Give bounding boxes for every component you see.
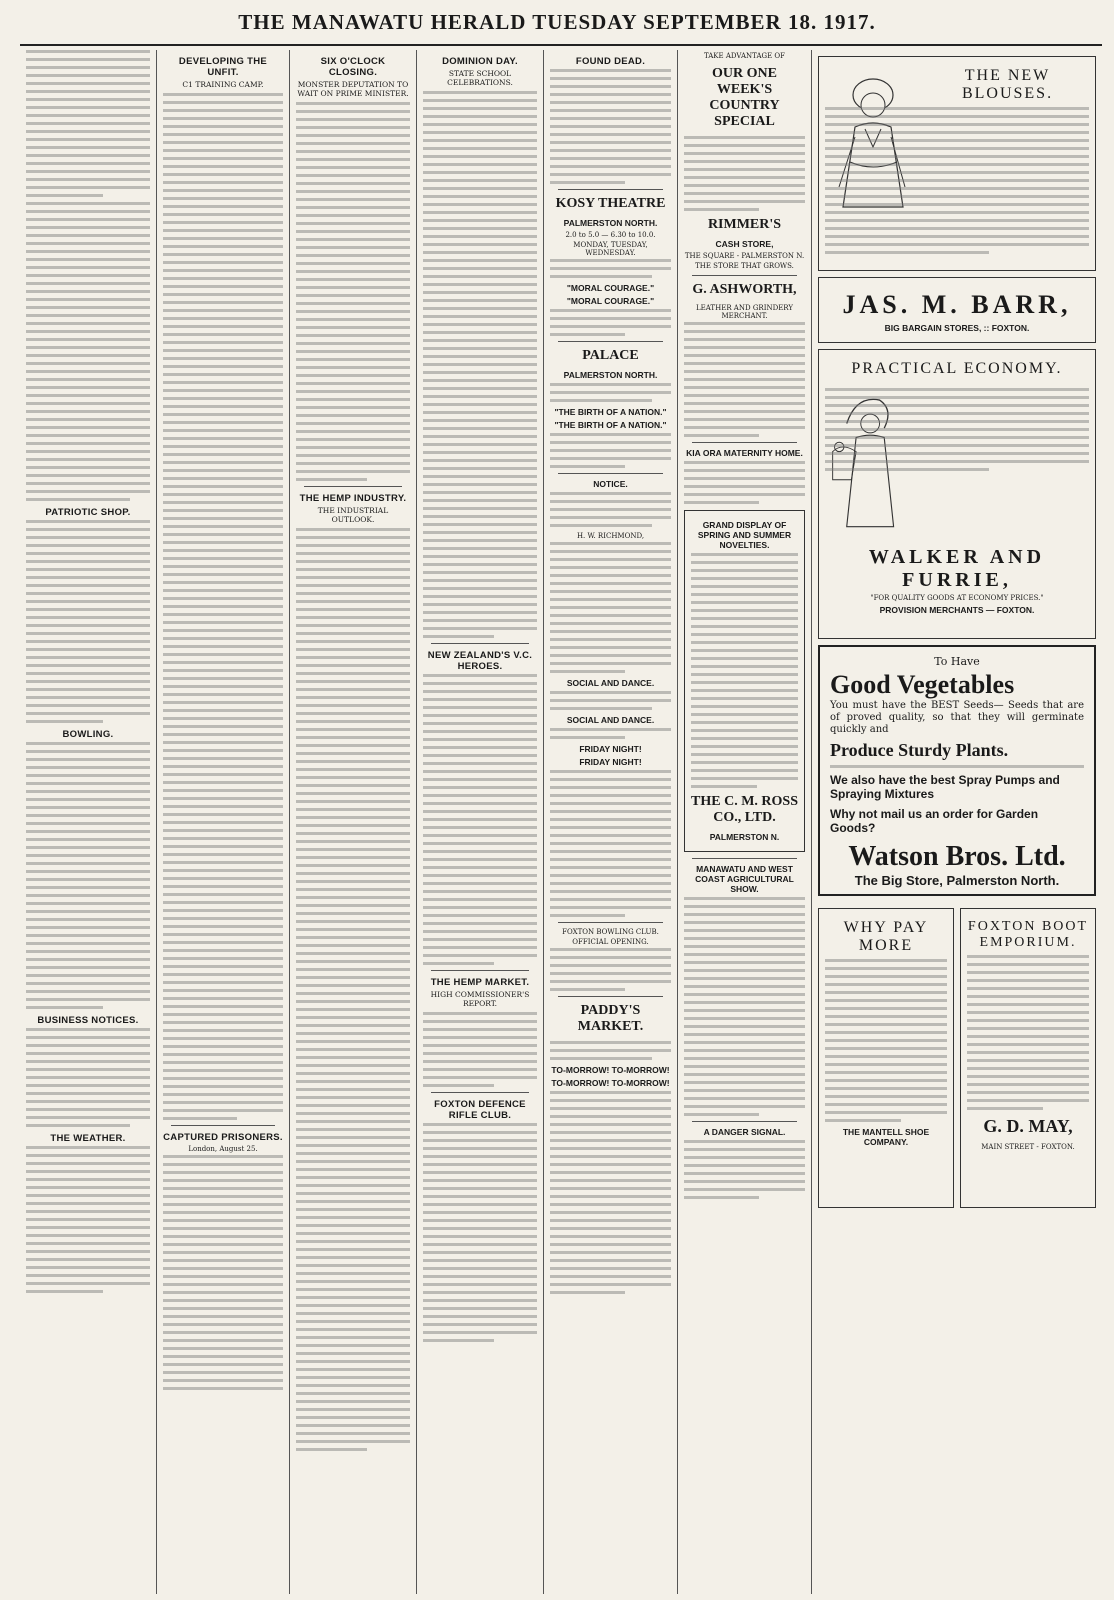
hemp-industry-heading: THE HEMP INDUSTRY. bbox=[299, 493, 407, 504]
body-text bbox=[684, 461, 805, 504]
body-text bbox=[550, 1091, 671, 1294]
body-text bbox=[550, 259, 671, 278]
ross-place: PALMERSTON N. bbox=[709, 832, 780, 842]
body-text bbox=[26, 50, 150, 501]
practical-economy-title: PRACTICAL ECONOMY. bbox=[851, 360, 1063, 377]
column-7 bbox=[812, 50, 1102, 1594]
body-text bbox=[550, 69, 671, 184]
body-text bbox=[550, 542, 671, 673]
hemp-market-subheading: HIGH COMMISSIONER'S REPORT. bbox=[430, 990, 530, 1008]
body-text bbox=[550, 728, 671, 739]
body-text bbox=[550, 770, 671, 917]
walker-title: WALKER AND FURRIE, bbox=[868, 546, 1046, 591]
column-3 bbox=[290, 50, 417, 1594]
hemp-market-heading: THE HEMP MARKET. bbox=[430, 977, 530, 988]
mantell-ad bbox=[818, 908, 954, 1208]
kosy-theatre-days: MONDAY, TUESDAY, WEDNESDAY. bbox=[573, 241, 648, 257]
ross-title: THE C. M. ROSS CO., LTD. bbox=[691, 794, 798, 825]
ashworth-subtitle: LEATHER AND GRINDERY MERCHANT. bbox=[696, 304, 793, 320]
column-2 bbox=[157, 50, 290, 1594]
foxton-boot-title: FOXTON BOOT EMPORIUM. bbox=[967, 919, 1089, 950]
rimmers-subtitle: CASH STORE, bbox=[715, 239, 774, 249]
price-list bbox=[684, 136, 805, 211]
body-text bbox=[26, 1146, 150, 1293]
divider bbox=[692, 1121, 797, 1122]
divider bbox=[431, 970, 529, 971]
may-title: G. D. MAY, bbox=[983, 1116, 1073, 1136]
birth-of-nation-title: "THE BIRTH OF A NATION." bbox=[554, 420, 667, 430]
body-text bbox=[550, 948, 671, 991]
column-6 bbox=[678, 50, 812, 1594]
body-text bbox=[684, 322, 805, 437]
divider bbox=[304, 486, 402, 487]
barr-ad bbox=[818, 277, 1096, 343]
body-text bbox=[684, 1140, 805, 1199]
body-text bbox=[550, 691, 671, 710]
watson-subtitle: The Big Store, Palmerston North. bbox=[854, 873, 1060, 888]
column-5 bbox=[544, 50, 678, 1594]
moral-courage-title: "MORAL COURAGE." bbox=[566, 283, 655, 293]
body-text bbox=[691, 553, 798, 788]
friday-night: FRIDAY NIGHT! bbox=[579, 757, 642, 767]
business-notices-heading: BUSINESS NOTICES. bbox=[37, 1015, 139, 1026]
kia-ora-title: KIA ORA MATERNITY HOME. bbox=[686, 448, 803, 458]
country-special-title: OUR ONE WEEK'S COUNTRY SPECIAL bbox=[709, 66, 780, 129]
six-oclock-heading: SIX O'CLOCK CLOSING. bbox=[320, 56, 386, 78]
body-text bbox=[830, 765, 1084, 768]
dominion-day-subheading: STATE SCHOOL CELEBRATIONS. bbox=[447, 69, 513, 87]
divider bbox=[558, 341, 663, 342]
divider bbox=[558, 189, 663, 190]
foxton-boot-ad bbox=[960, 908, 1096, 1208]
body-text bbox=[26, 742, 150, 1009]
body-text bbox=[26, 1028, 150, 1127]
walker-furrie-ad bbox=[818, 349, 1096, 639]
rimmers-title: RIMMER'S bbox=[707, 217, 782, 232]
divider bbox=[692, 858, 797, 859]
body-text bbox=[423, 674, 537, 965]
spray-pumps-line: We also have the best Spray Pumps and Spraying Mixtures bbox=[830, 773, 1060, 801]
social-dance-heading: SOCIAL AND DANCE. bbox=[566, 715, 655, 725]
body-text bbox=[550, 1041, 671, 1060]
rimmers-place: THE SQUARE - PALMERSTON N. bbox=[684, 252, 805, 260]
body-text bbox=[163, 93, 283, 1120]
bowling-club-heading: FOXTON BOWLING CLUB. bbox=[562, 928, 659, 936]
bottom-ads-row bbox=[818, 902, 1096, 1214]
danger-signal-title: A DANGER SIGNAL. bbox=[703, 1127, 786, 1137]
spring-display-ad bbox=[684, 510, 805, 852]
kosy-theatre-times: 2.0 to 5.0 — 6.30 to 10.0. bbox=[565, 231, 656, 239]
why-pay-more-title: WHY PAY MORE bbox=[843, 919, 929, 954]
tomorrow-banner: TO-MORROW! TO-MORROW! bbox=[551, 1065, 670, 1075]
divider bbox=[431, 1092, 529, 1093]
masthead bbox=[0, 10, 1114, 44]
divider bbox=[692, 442, 797, 443]
mantell-title: THE MANTELL SHOE COMPANY. bbox=[842, 1127, 930, 1147]
blouses-title: THE NEW BLOUSES. bbox=[961, 67, 1054, 102]
divider bbox=[171, 1125, 275, 1126]
blouses-ad bbox=[818, 56, 1096, 271]
spring-display-title: GRAND DISPLAY OF SPRING AND SUMMER NOVELTIES. bbox=[697, 520, 792, 550]
to-have-line: To Have bbox=[934, 655, 980, 668]
body-text bbox=[423, 1123, 537, 1342]
dominion-day-heading: DOMINION DAY. bbox=[442, 56, 518, 67]
notice-heading: NOTICE. bbox=[593, 479, 628, 489]
body-text bbox=[550, 492, 671, 527]
walker-subtitle: PROVISION MERCHANTS — FOXTON. bbox=[879, 605, 1035, 615]
palace-place: PALMERSTON NORTH. bbox=[563, 370, 658, 380]
kosy-theatre-place: PALMERSTON NORTH. bbox=[563, 218, 658, 228]
bowling-heading: BOWLING. bbox=[62, 729, 114, 740]
bowling-club-subheading: OFFICIAL OPENING. bbox=[572, 938, 649, 946]
divider bbox=[692, 275, 797, 276]
seeds-text: You must have the BEST Seeds— Seeds that are of proved quality, so that they will germinate quickly and bbox=[830, 700, 1084, 735]
body-text bbox=[423, 1012, 537, 1087]
kosy-theatre-title: KOSY THEATRE bbox=[555, 196, 666, 211]
body-text bbox=[296, 102, 410, 481]
body-text bbox=[825, 959, 947, 1122]
hemp-industry-subheading: THE INDUSTRIAL OUTLOOK. bbox=[317, 506, 389, 524]
rifle-club-heading: FOXTON DEFENCE RIFLE CLUB. bbox=[434, 1099, 526, 1121]
body-text bbox=[296, 528, 410, 1451]
ashworth-title: G. ASHWORTH, bbox=[692, 282, 797, 297]
patriotic-shop-heading: PATRIOTIC SHOP. bbox=[45, 507, 131, 518]
rimmers-tagline: THE STORE THAT GROWS. bbox=[695, 262, 794, 270]
watson-title: Watson Bros. Ltd. bbox=[848, 841, 1066, 872]
birth-of-nation-title: "THE BIRTH OF A NATION." bbox=[554, 407, 667, 417]
body-text bbox=[423, 91, 537, 638]
good-vegetables-title: Good Vegetables bbox=[830, 670, 1015, 699]
tomorrow-banner: TO-MORROW! TO-MORROW! bbox=[551, 1078, 670, 1088]
body-text bbox=[550, 383, 671, 402]
divider bbox=[558, 922, 663, 923]
barr-title: JAS. M. BARR, bbox=[842, 290, 1072, 319]
body-text bbox=[26, 520, 150, 723]
take-advantage-line: TAKE ADVANTAGE OF bbox=[703, 52, 786, 60]
column-1 bbox=[20, 50, 157, 1594]
show-title: MANAWATU AND WEST COAST AGRICULTURAL SHOW. bbox=[695, 864, 794, 894]
captured-prisoners-heading: CAPTURED PRISONERS. bbox=[163, 1132, 283, 1143]
barr-subtitle: BIG BARGAIN STORES, :: FOXTON. bbox=[884, 323, 1030, 333]
divider bbox=[558, 996, 663, 997]
column-4 bbox=[417, 50, 544, 1594]
order-line: Why not mail us an order for Garden Goods? bbox=[830, 807, 1039, 835]
body-text bbox=[550, 433, 671, 468]
produce-sturdy-title: Produce Sturdy Plants. bbox=[830, 740, 1009, 760]
may-subtitle: MAIN STREET - FOXTON. bbox=[981, 1143, 1075, 1151]
palace-title: PALACE bbox=[582, 348, 639, 363]
moral-courage-title: "MORAL COURAGE." bbox=[566, 296, 655, 306]
watson-bros-ad bbox=[818, 645, 1096, 896]
six-oclock-subheading: MONSTER DEPUTATION TO WAIT ON PRIME MINISTER. bbox=[297, 80, 409, 98]
richmond-signature: H. W. RICHMOND, bbox=[576, 532, 645, 540]
friday-night: FRIDAY NIGHT! bbox=[579, 744, 642, 754]
body-text bbox=[684, 897, 805, 1116]
body-text bbox=[967, 955, 1089, 1110]
developing-unfit-heading: DEVELOPING THE UNFIT. bbox=[178, 56, 268, 78]
masthead-rule bbox=[20, 44, 1102, 46]
found-dead-heading: FOUND DEAD. bbox=[575, 56, 646, 67]
developing-unfit-subheading: C1 TRAINING CAMP. bbox=[182, 80, 264, 89]
weather-heading: THE WEATHER. bbox=[50, 1133, 126, 1144]
paddys-market-title: PADDY'S MARKET. bbox=[577, 1003, 644, 1034]
body-text bbox=[550, 309, 671, 336]
prisoners-dateline: London, August 25. bbox=[188, 1145, 258, 1153]
walker-tagline: "FOR QUALITY GOODS AT ECONOMY PRICES." bbox=[870, 594, 1044, 602]
body-text bbox=[163, 1155, 283, 1390]
divider bbox=[558, 473, 663, 474]
social-dance-heading: SOCIAL AND DANCE. bbox=[566, 678, 655, 688]
masthead-title: THE MANAWATU HERALD TUESDAY SEPTEMBER 18. 1917. bbox=[238, 10, 876, 34]
vc-heroes-heading: NEW ZEALAND'S V.C. HEROES. bbox=[427, 650, 533, 672]
divider bbox=[431, 643, 529, 644]
